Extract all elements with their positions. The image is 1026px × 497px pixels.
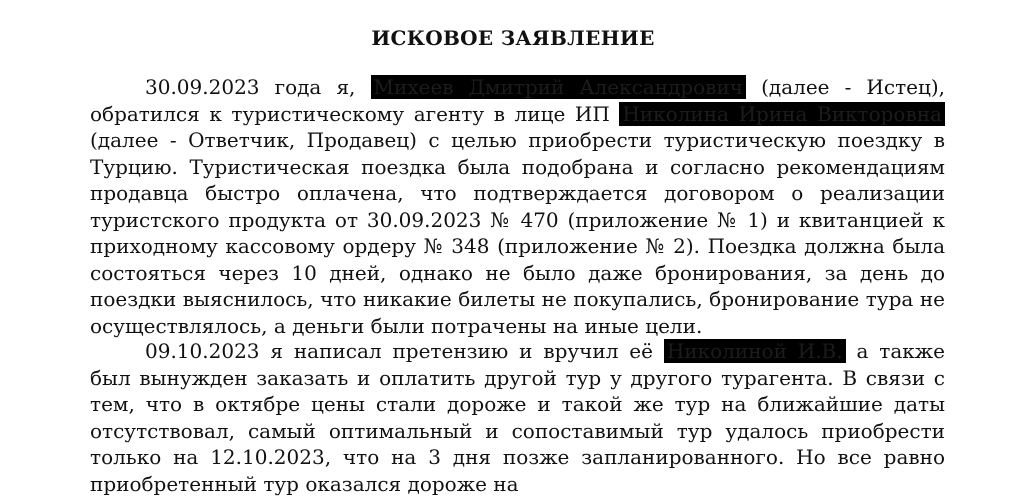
paragraph-1 [90,74,945,339]
paragraph-1-text-1: 30.09.2023 года я, [145,75,371,99]
redacted-defendant-name: Николина Ирина Викторовна [619,102,945,126]
redacted-defendant-short-name: Николиной И.В. [664,339,846,363]
paragraph-1-text-3: (далее - Ответчик, Продавец) с целью приобрести туристическую поездку в Турцию. Туристическая поездка была подобрана и согласно рекомендациям продавца быстро оплачена, что подтверждается договором о реализации туристского продукта от 30.09.2023 № 470 (приложение № 1) и квитанцией к приходному кассовому ордеру № 348 (приложение № 2). Поездка должна была состояться через 10 дней, однако не было даже бронирования, за день до поездки выяснилось, что никакие билеты не покупались, бронирование тура не осуществлялось, а деньги были потрачены на иные цели. [90,128,945,338]
paragraph-2-text-2: а также был вынужден заказать и оплатить другой тур у другого турагента. В связи с тем, что в октябре цены стали дороже и такой же тур на ближайшие даты отсутствовал, самый оптимальный и сопоставимый тур удалось приобрести только на 12.10.2023, что на 3 дня позже запланированного. Но все равно приобретенный тур оказался дороже на [90,339,945,496]
paragraph-1-text-2: (далее - Истец), обратился к туристическому агенту в лице ИП [90,75,945,126]
redacted-plaintiff-name: Михеев Дмитрий Александрович [371,75,746,99]
document-title: ИСКОВОЕ ЗАЯВЛЕНИЕ [371,26,655,50]
paragraph-2-text-1: 09.10.2023 я написал претензию и вручил её [145,339,664,363]
paragraph-2 [90,338,945,497]
